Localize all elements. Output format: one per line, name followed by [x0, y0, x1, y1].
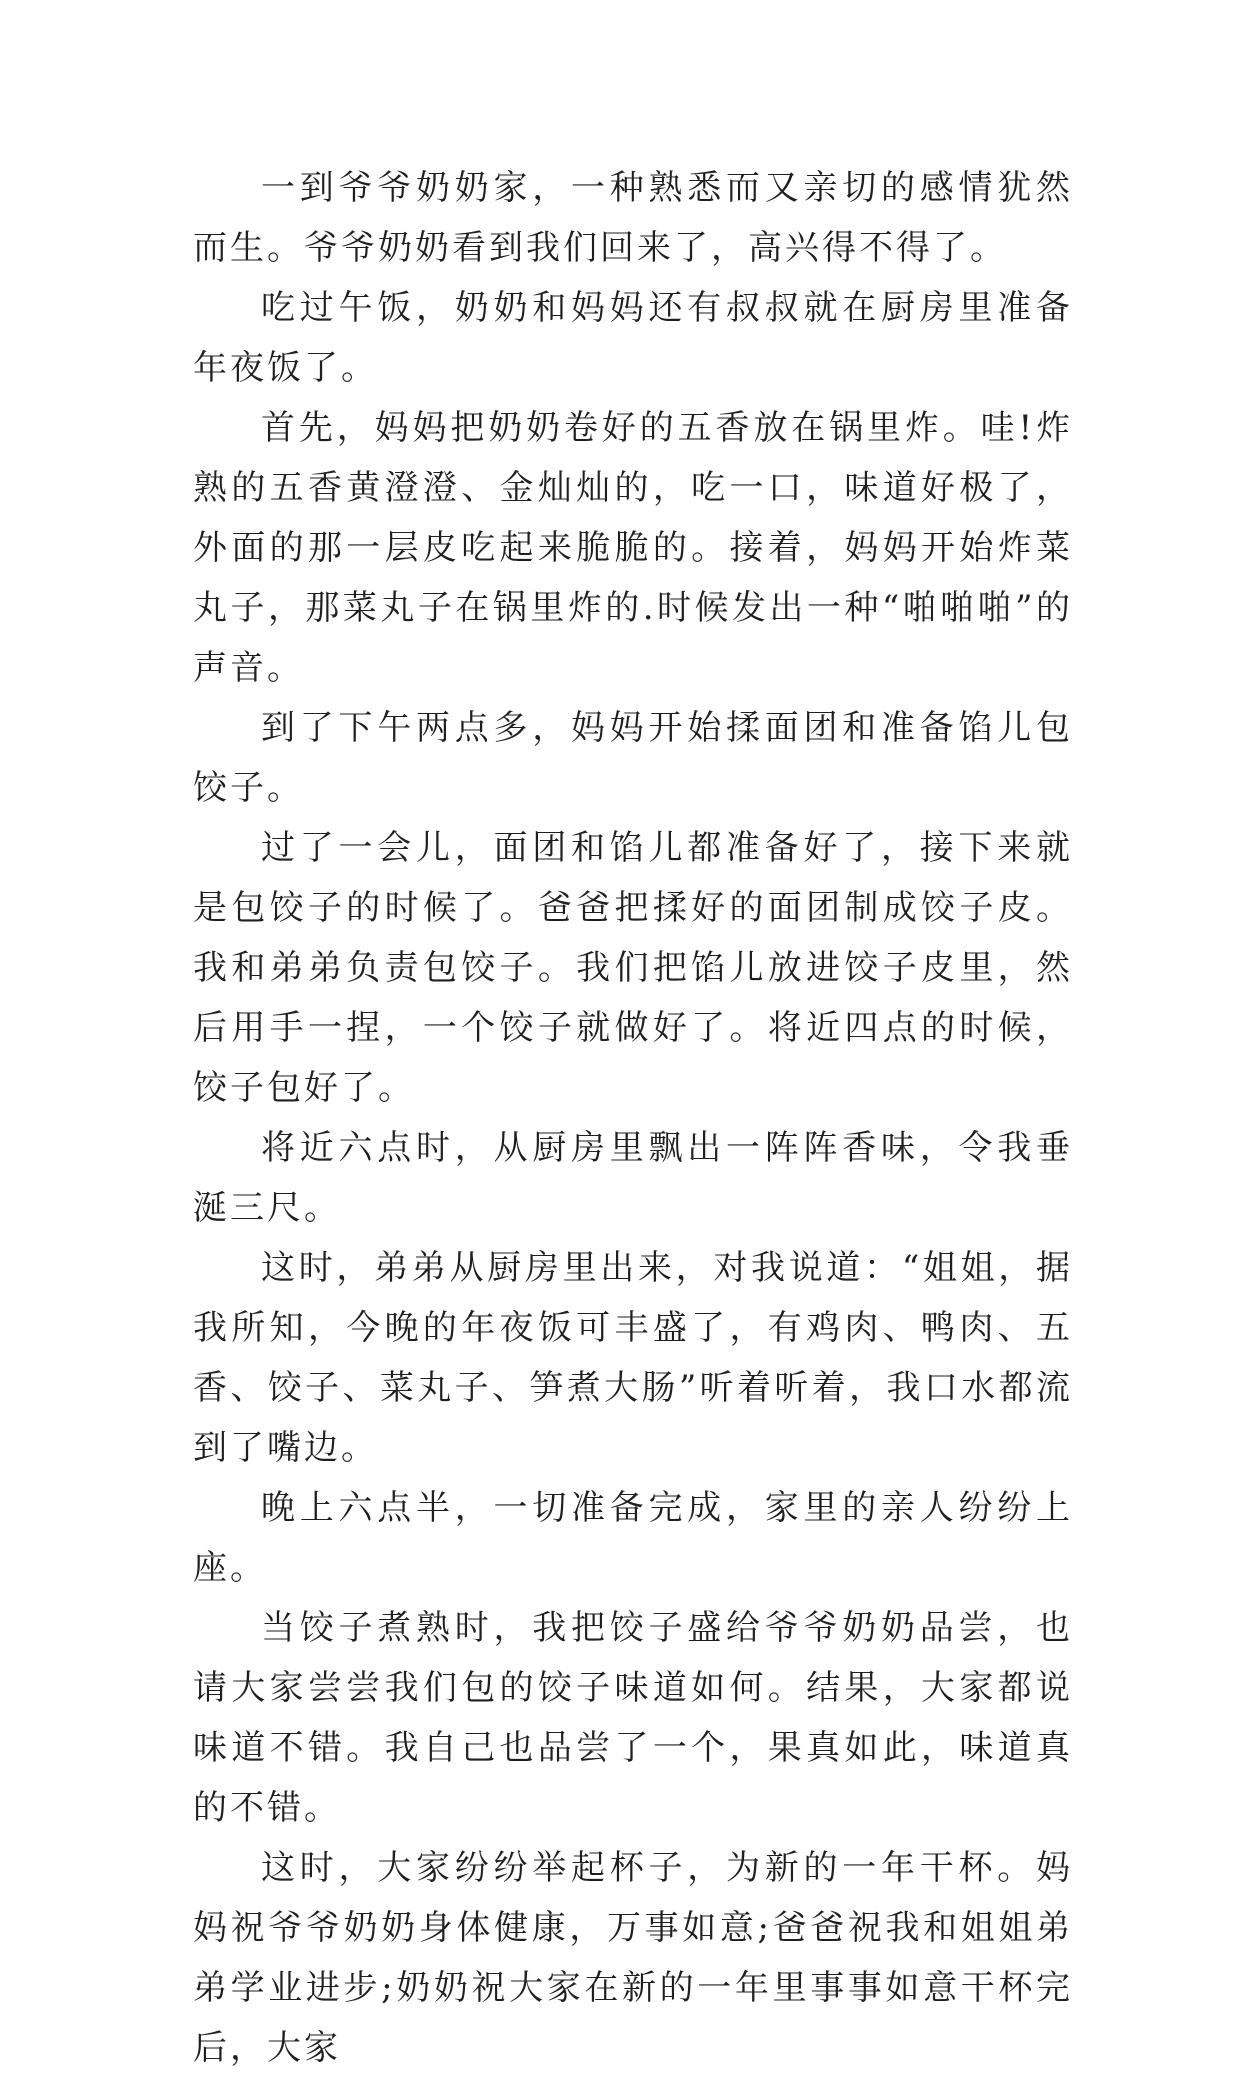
paragraph-5: 过了一会儿，面团和馅儿都准备好了，接下来就是包饺子的时候了。爸爸把揉好的面团制成饺子皮。我和弟弟负责包饺子。我们把馅儿放进饺子皮里，然后用手一捏，一个饺子就做好了。将近四点的时候，饺子包好了。: [193, 828, 1073, 1108]
paragraph-3: 首先，妈妈把奶奶卷好的五香放在锅里炸。哇!炸熟的五香黄澄澄、金灿灿的，吃一口，味道好极了，外面的那一层皮吃起来脆脆的。接着，妈妈开始炸菜丸子，那菜丸子在锅里炸的.时候发出一种“啪啪啪”的声音。: [193, 408, 1073, 688]
paragraph-1: 一到爷爷奶奶家，一种熟悉而又亲切的感情犹然而生。爷爷奶奶看到我们回来了，高兴得不得了。: [193, 168, 1073, 268]
paragraph-2: 吃过午饭，奶奶和妈妈还有叔叔就在厨房里准备年夜饭了。: [193, 288, 1073, 388]
paragraph-4: 到了下午两点多，妈妈开始揉面团和准备馅儿包饺子。: [193, 708, 1073, 808]
paragraph-8: 晚上六点半，一切准备完成，家里的亲人纷纷上座。: [193, 1488, 1073, 1588]
essay-body: [193, 158, 1073, 2078]
paragraph-6: 将近六点时，从厨房里飘出一阵阵香味，令我垂涎三尺。: [193, 1128, 1073, 1228]
paragraph-9: 当饺子煮熟时，我把饺子盛给爷爷奶奶品尝，也请大家尝尝我们包的饺子味道如何。结果，大家都说味道不错。我自己也品尝了一个，果真如此，味道真的不错。: [193, 1608, 1073, 1828]
paragraph-7: 这时，弟弟从厨房里出来，对我说道：“姐姐，据我所知，今晚的年夜饭可丰盛了，有鸡肉、鸭肉、五香、饺子、菜丸子、笋煮大肠”听着听着，我口水都流到了嘴边。: [193, 1248, 1073, 1468]
paragraph-10: 这时，大家纷纷举起杯子，为新的一年干杯。妈妈祝爷爷奶奶身体健康，万事如意;爸爸祝我和姐姐弟弟学业进步;奶奶祝大家在新的一年里事事如意干杯完后，大家: [193, 1848, 1073, 2068]
